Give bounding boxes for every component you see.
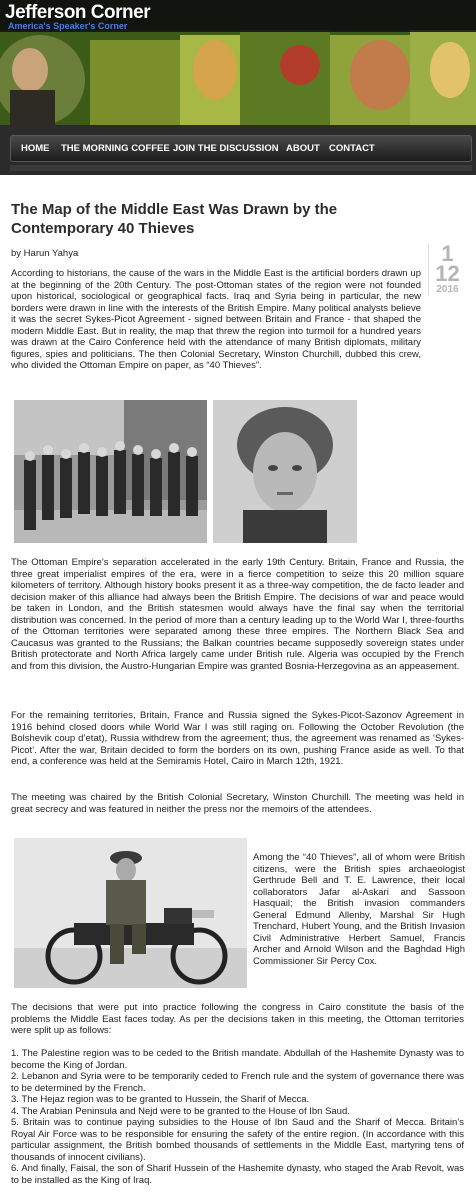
site-tagline: America's Speaker's Corner [8,21,128,31]
nav-bar [10,135,472,162]
nav-item-morning-coffee[interactable]: THE MORNING COFFEE [61,143,170,154]
nav-item-about[interactable]: ABOUT [286,143,320,154]
article-paragraph-1: According to historians, the cause of the wars in the Middle East is the artificial borders drawn up at the beginning of the 20th Century. The post-Ottoman states of the region were not founded upon historical, sociological or geographical facts. Iraq and Syria being in particular, the new borders were drawn in line with the interests of the British Empire. Many political analysts believe it was the secret Sykes-Picot Agreement - signed between Britain and France - that shaped the modern Middle East. But in reality, the map that threw the region into turmoil for a hundred years was drawn at the Cairo Conference held with the attendance of many British diplomats, military figures, spies and politicians. The then Colonial Secretary, Winston Churchill, dubbed this crew, who divided the Ottoman Empire on paper, as “40 Thieves”. [11,268,421,371]
site-title[interactable]: Jefferson Corner [5,2,151,23]
list-item: 1. The Palestine region was to be ceded to the British mandate. Abdullah of the Hashemite Dynasty was to become the King of Jordan. [11,1048,464,1071]
nav-underline [10,165,472,171]
lawrence-motorcycle-photo [14,838,247,988]
date-badge [428,241,466,296]
cairo-conference-photo [14,400,207,543]
nav-item-join-discussion[interactable]: JOIN THE DISCUSSION [173,143,279,154]
article-paragraph-2: The Ottoman Empire’s separation accelerated in the early 19th Century. Britain, France and Russia, the three great imperialist empires of the era, were in a fierce competition to seize this 20 million square kilometers of territory. Although history books present it as a three-way competition, the de facto leader and decision maker of this alliance had always been the British Empire. The decisions of war and peace would be taken in London, and the British statesmen would always have the final say when the territorial distribution was concerned. In the period of more than a century leading up to the World War I, three-fourths of the Ottoman territories were separated among these three empires. The Northern Black Sea and Caucasus was granted to the Russians; the Balkan countries became supposedly sovereign states under British protectorate and North Africa largely came under British rule. Algeria was occupied by the French and from this division, the Austro-Hungarian Empire was granted Bosnia-Herzegovina as an appeasement. [11,557,464,672]
article-paragraph-5: Among the “40 Thieves”, all of whom were British citizens, were the British spies archaeologist Gerthrude Bell and T. E. Lawrence, their local collaborators Jafar al-Askari and Sassoon Hasquail; the British invasion commanders General Edmund Allenby, Marshal Sir Hugh Trenchard, Hubert Young, and the British Invasion Civil Administrative Herbert Samuel, Francis Archer and Arnold Wilson and the Baghdad High Commissioner Sir Percy Cox. [253,852,465,967]
list-item: 6. And finally, Faisal, the son of Sharif Hussein of the Hashemite dynasty, who staged the Arab Revolt, was to be installed as the King of Iraq. [11,1163,464,1186]
date-year: 2016 [436,284,459,295]
article-paragraph-6: The decisions that were put into practice following the congress in Cairo constitute the basis of the problems the Middle East faces today. As per the decisions taken in this meeting, the Ottoman territories were split up as follows: [11,1002,464,1036]
list-item: 3. The Hejaz region was to be granted to Hussein, the Sharif of Mecca. [11,1094,310,1105]
decisions-list [11,1048,464,1186]
list-item: 5. Britain was to continue paying subsidies to the House of Ibn Saud and the Sharif of Mecca. Britain’s Royal Air Force was to be responsible for ensuring the safety of the entire region. (In accordance with this particular assignment, the British bombed thousands of settlements in the Middle East, martyring tens of thousands of innocent civilians). [11,1117,464,1163]
date-day: 1 [441,241,454,266]
main-navigation [0,125,476,175]
article-paragraph-3: For the remaining territories, Britain, France and Russia signed the Sykes-Picot-Sazonov Agreement in 1916 behind closed doors while World War I was still raging on. Following the October Revolution (the Bolshevik coup d’etat), Russia withdrew from the agreement; thus, the agreement was renamed as ‘Sykes-Picot’. After the war, Britain decided to form the borders on its own, pushing France aside as well. To that end, a conference was held at the Semiramis Hotel, Cairo in March 12th, 1921. [11,710,464,767]
gertrude-bell-portrait [213,400,357,543]
article-paragraph-4: The meeting was chaired by the British Colonial Secretary, Winston Churchill. The meeting was held in great secrecy and was featured in neither the press nor the memoirs of the attendees. [11,792,464,815]
list-item: 2. Lebanon and Syria were to be temporarily ceded to French rule and the system of governance there was to be determined by the French. [11,1071,464,1094]
nav-item-home[interactable]: HOME [21,143,50,154]
nav-item-contact[interactable]: CONTACT [329,143,375,154]
list-item: 4. The Arabian Peninsula and Nejd were to be granted to the House of Ibn Saud. [11,1105,350,1117]
date-month: 12 [435,261,460,286]
site-header [0,0,476,125]
article-title: The Map of the Middle East Was Drawn by the Contemporary 40 Thieves [11,201,338,237]
article-byline: by Harun Yahya [11,248,79,259]
